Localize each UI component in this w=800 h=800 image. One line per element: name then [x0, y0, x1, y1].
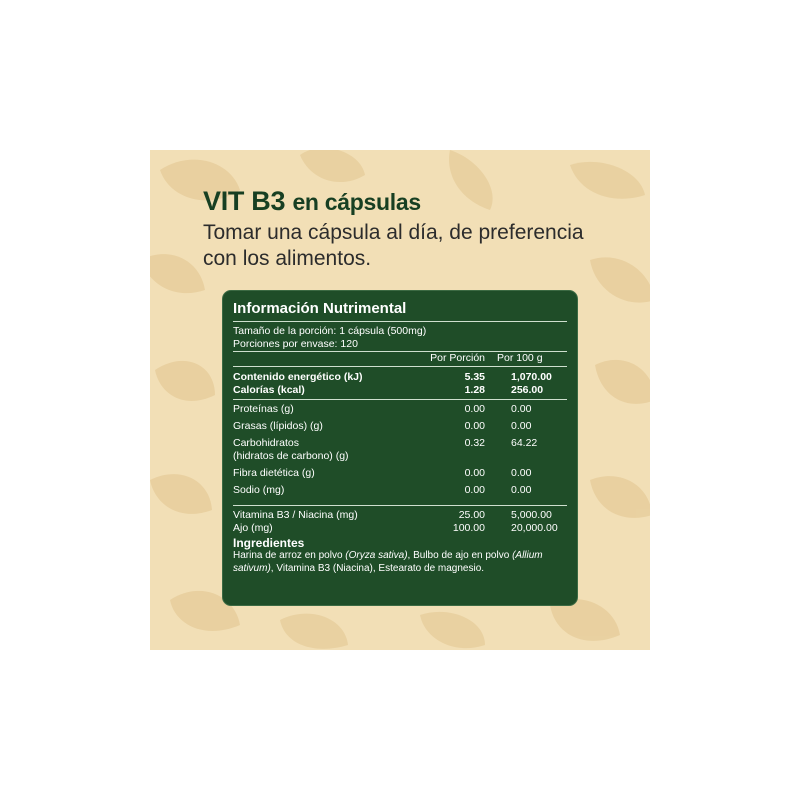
nutrition-facts-panel: [222, 290, 578, 606]
leaf-shape: [300, 150, 365, 182]
nutrition-row: Contenido energético (kJ) 5.35 1,070.00: [233, 371, 552, 383]
title-main: VIT B3: [203, 186, 286, 216]
nutrition-row: Calorías (kcal) 1.28 256.00: [233, 384, 544, 396]
leaf-shape: [150, 254, 205, 293]
product-card: [150, 150, 650, 650]
nutrition-row-continued: (hidratos de carbono) (g): [233, 450, 349, 462]
leaf-shape: [595, 360, 650, 404]
nutrition-column-header: [233, 351, 567, 367]
leaf-shape: [155, 361, 215, 401]
nutrition-row: Carbohidratos 0.32 64.22: [233, 437, 538, 449]
nutrition-row: Sodio (mg) 0.00 0.00: [233, 484, 532, 496]
nutrition-title: Información Nutrimental: [233, 300, 567, 322]
page-title: [203, 186, 623, 217]
leaf-shape: [150, 474, 212, 514]
ingredients-text: Harina de arroz en polvo (Oryza sativa), Bulbo de ajo en polvo (Allium sativum), Vitamina B3 (Niacina), Estearato de magnesio.: [233, 550, 543, 574]
leaf-shape: [590, 476, 650, 518]
nutrition-row: Grasas (lípidos) (g) 0.00 0.00: [233, 420, 532, 432]
nutrition-row: Vitamina B3 / Niacina (mg) 25.00 5,000.00: [233, 505, 567, 522]
leaf-shape: [420, 612, 485, 648]
col-per-100g: Por 100 g: [497, 352, 543, 364]
serving-size: Tamaño de la porción: 1 cápsula (500mg): [233, 325, 427, 337]
nutrition-row: Proteínas (g) 0.00 0.00: [233, 399, 567, 416]
nutrition-row: Ajo (mg) 100.00 20,000.00: [233, 522, 558, 534]
nutrition-row: Fibra dietética (g) 0.00 0.00: [233, 467, 532, 479]
product-heading: [203, 186, 623, 272]
title-rest: en cápsulas: [292, 189, 421, 215]
ingredients-title: Ingredientes: [233, 536, 305, 550]
servings-per-container: Porciones por envase: 120: [233, 337, 358, 350]
leaf-shape: [280, 614, 348, 649]
col-per-serving: Por Porción: [430, 352, 485, 364]
usage-instructions: Tomar una cápsula al día, de preferencia con los alimentos.: [203, 221, 584, 270]
